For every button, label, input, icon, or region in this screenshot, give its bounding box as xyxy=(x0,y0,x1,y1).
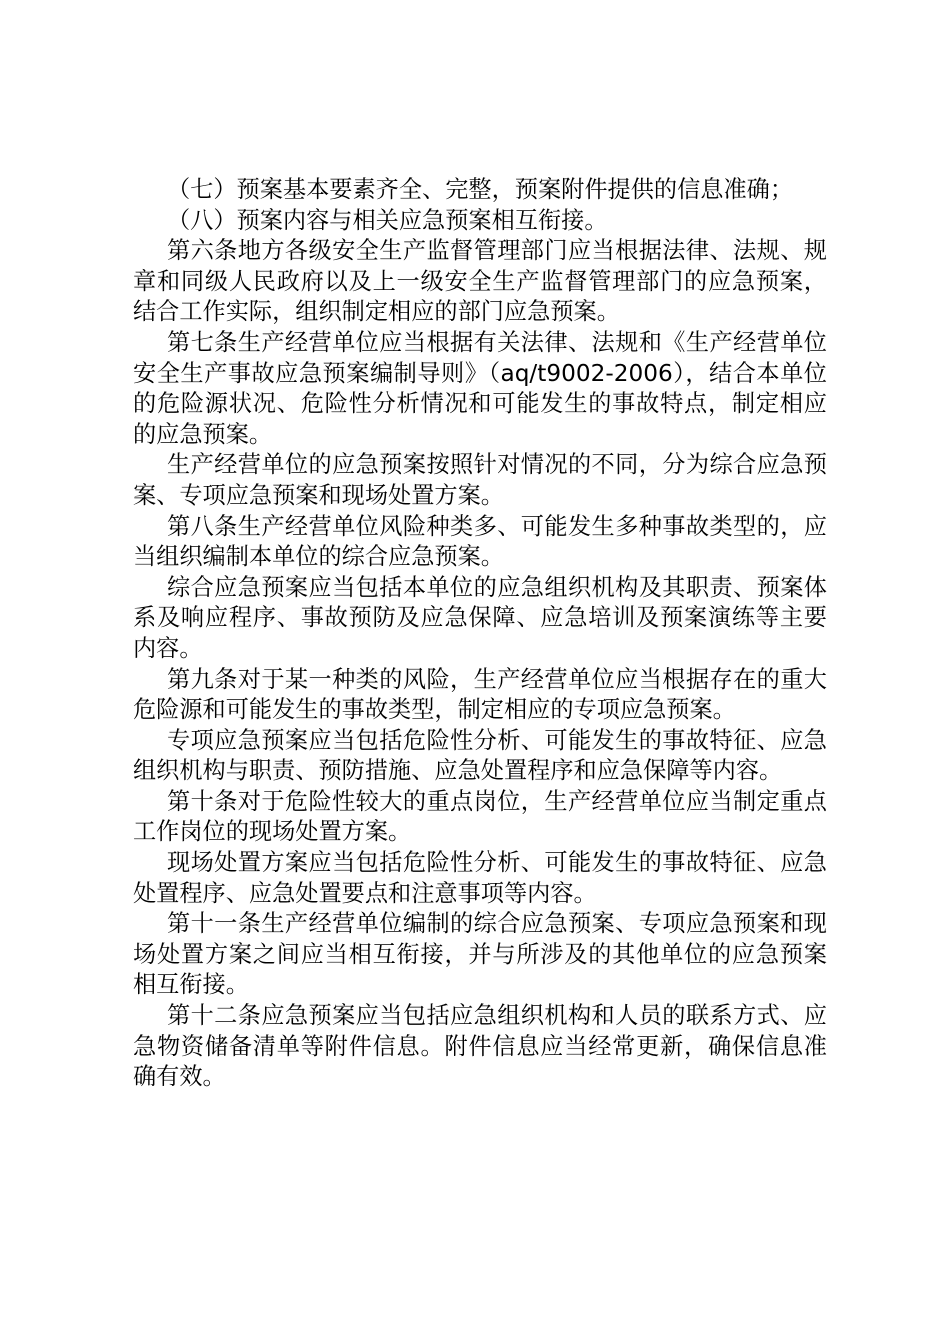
article-7-classification: 生产经营单位的应急预案按照针对情况的不同，分为综合应急预案、专项应急预案和现场处置方案。 xyxy=(133,451,827,509)
article-9-content: 专项应急预案应当包括危险性分析、可能发生的事故特征、应急组织机构与职责、预防措施、应急处置程序和应急保障等内容。 xyxy=(133,726,827,785)
article-9: 第九条对于某一种类的风险，生产经营单位应当根据存在的重大危险源和可能发生的事故类型，制定相应的专项应急预案。 xyxy=(133,665,827,724)
document-body xyxy=(133,175,827,1093)
article-8-content: 综合应急预案应当包括本单位的应急组织机构及其职责、预案体系及响应程序、事故预防及应急保障、应急培训及预案演练等主要内容。 xyxy=(133,573,827,662)
paragraph-item-7: （七）预案基本要素齐全、完整，预案附件提供的信息准确； xyxy=(167,176,794,203)
article-12: 第十二条应急预案应当包括应急组织机构和人员的联系方式、应急物资储备清单等附件信息。附件信息应当经常更新，确保信息准确有效。 xyxy=(133,1002,827,1091)
article-8: 第八条生产经营单位风险种类多、可能发生多种事故类型的，应当组织编制本单位的综合应急预案。 xyxy=(133,512,827,571)
article-10-content: 现场处置方案应当包括危险性分析、可能发生的事故特征、应急处置程序、应急处置要点和注意事项等内容。 xyxy=(133,849,827,907)
article-7: 第七条生产经营单位应当根据有关法律、法规和《生产经营单位安全生产事故应急预案编制导则》（aq/t9002-2006），结合本单位的危险源状况、危险性分析情况和可能发生的事故特点，制定相应的应急预案。 xyxy=(133,328,827,448)
paragraph-item-8: （八）预案内容与相关应急预案相互衔接。 xyxy=(167,206,608,234)
article-6: 第六条地方各级安全生产监督管理部门应当根据法律、法规、规章和同级人民政府以及上一级安全生产监督管理部门的应急预案，结合工作实际，组织制定相应的部门应急预案。 xyxy=(133,237,827,326)
article-10: 第十条对于危险性较大的重点岗位，生产经营单位应当制定重点工作岗位的现场处置方案。 xyxy=(133,787,827,846)
article-11: 第十一条生产经营单位编制的综合应急预案、专项应急预案和现场处置方案之间应当相互衔接，并与所涉及的其他单位的应急预案相互衔接。 xyxy=(133,910,827,999)
